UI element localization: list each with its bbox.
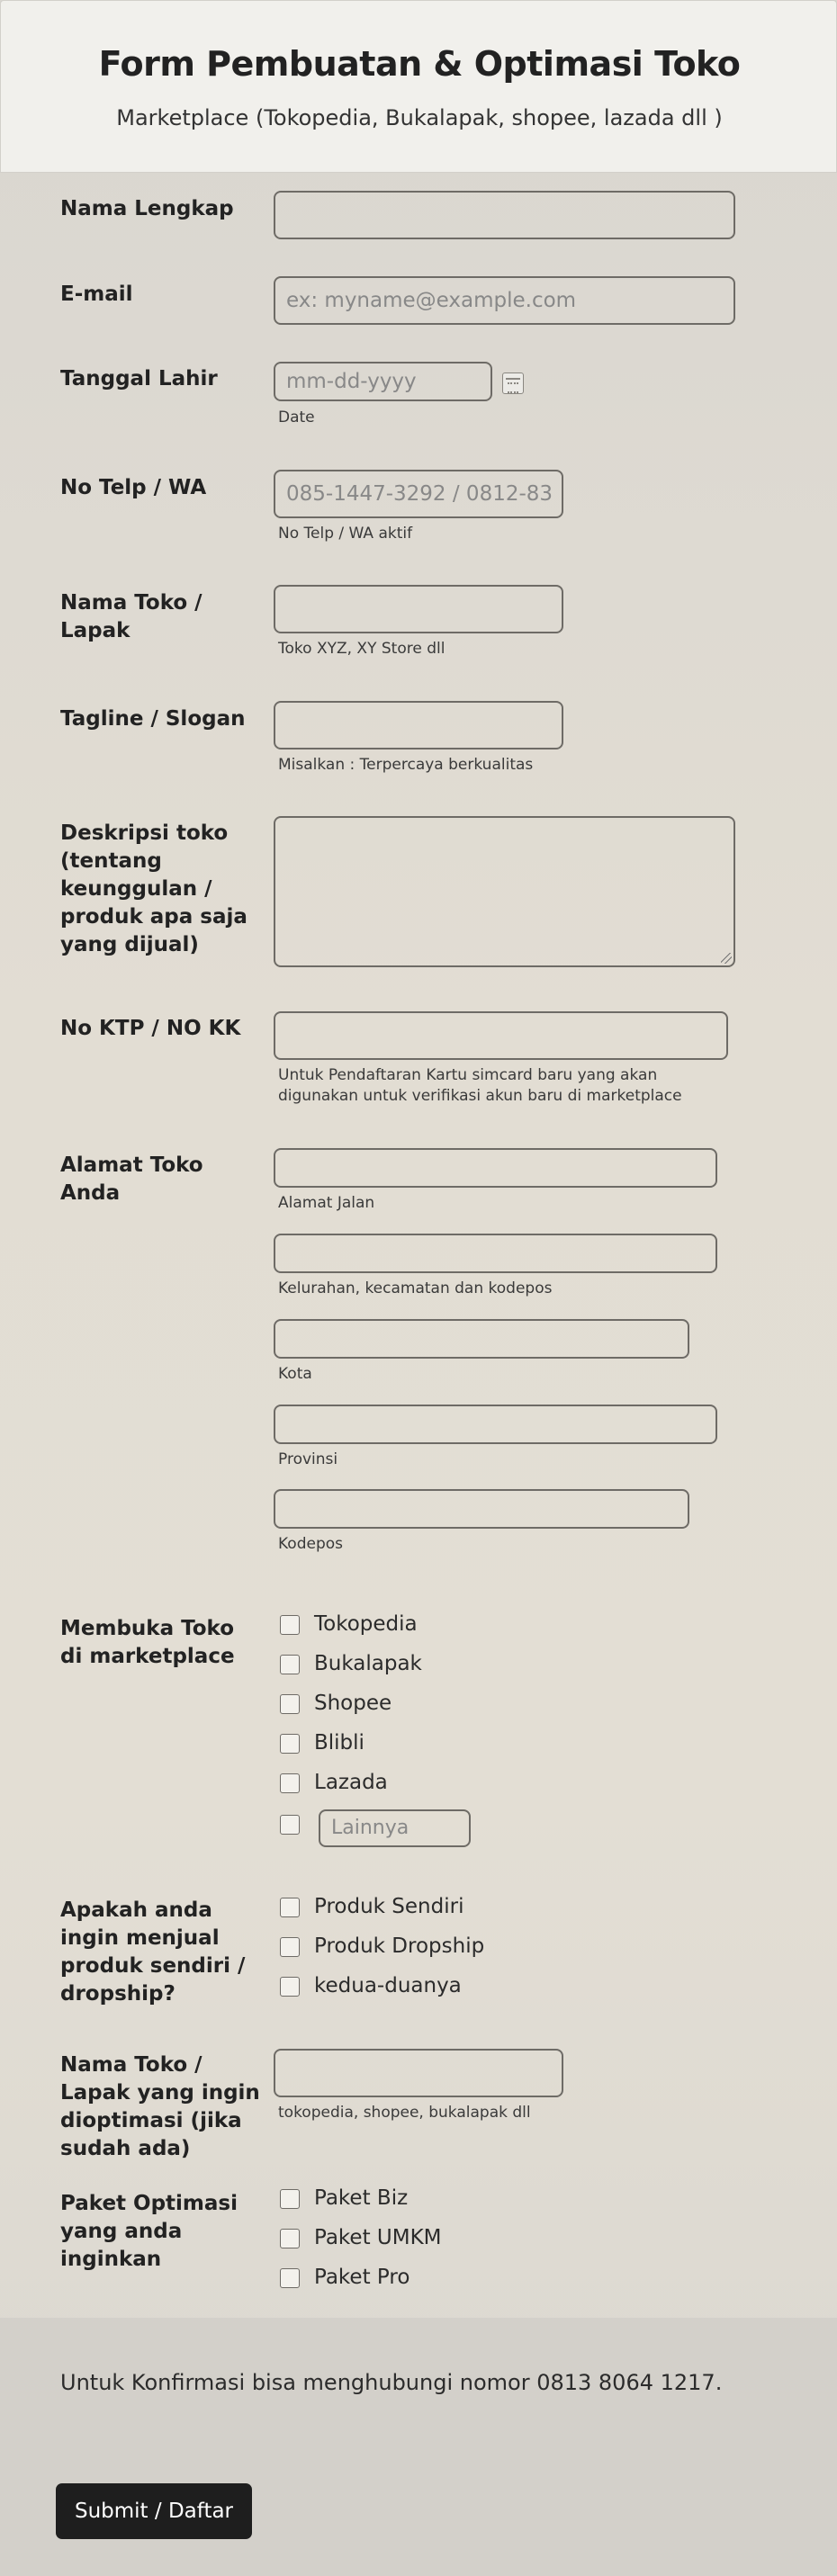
form-header — [0, 0, 837, 173]
checkbox-label: Paket UMKM — [314, 2226, 442, 2249]
checkbox[interactable] — [280, 1655, 300, 1674]
resize-grip-icon[interactable] — [721, 953, 732, 964]
checkbox[interactable] — [280, 2268, 300, 2288]
nama-toko-input[interactable] — [274, 585, 563, 633]
checkbox[interactable] — [280, 1977, 300, 1997]
toko-optimasi-input[interactable] — [274, 2049, 563, 2097]
checkbox[interactable] — [280, 1898, 300, 1917]
checkbox-label: Lazada — [314, 1771, 388, 1794]
nama-lengkap-label: Nama Lengkap — [60, 197, 234, 220]
checkbox[interactable] — [280, 1615, 300, 1635]
alamat-jalan-sublabel: Alamat Jalan — [278, 1194, 375, 1212]
nama-lengkap-input[interactable] — [274, 191, 735, 239]
email-label: E-mail — [60, 283, 133, 306]
checkbox[interactable] — [280, 2229, 300, 2248]
checkbox[interactable] — [280, 1773, 300, 1793]
checkbox-label: Shopee — [314, 1692, 392, 1715]
form-subtitle: Marketplace (Tokopedia, Bukalapak, shopee, lazada dll ) — [116, 105, 723, 130]
checkbox[interactable] — [280, 1937, 300, 1957]
kota-sublabel: Kota — [278, 1365, 312, 1383]
kodepos-input[interactable] — [274, 1489, 689, 1529]
tagline-sublabel: Misalkan : Terpercaya berkualitas — [278, 756, 534, 774]
marketplace-label: Membuka Toko di marketplace — [60, 1617, 235, 1668]
nama-toko-sublabel: Toko XYZ, XY Store dll — [278, 640, 446, 658]
checkbox-label: Blibli — [314, 1731, 364, 1755]
no-ktp-sublabel-2: digunakan untuk verifikasi akun baru di marketplace — [278, 1087, 682, 1105]
confirmation-text: Untuk Konfirmasi bisa menghubungi nomor 0813 8064 1217. — [60, 2370, 723, 2395]
provinsi-input[interactable] — [274, 1405, 717, 1444]
submit-button[interactable]: Submit / Daftar — [56, 2483, 252, 2539]
checkbox-label: Paket Biz — [314, 2186, 409, 2210]
checkbox[interactable] — [280, 1734, 300, 1754]
toko-optimasi-label: Nama Toko / Lapak yang ingin dioptimasi (jika sudah ada) — [60, 2053, 260, 2160]
alamat-jalan-input[interactable] — [274, 1148, 717, 1188]
checkbox-label: kedua-duanya — [314, 1974, 462, 1997]
email-input[interactable]: ex: myname@example.com — [274, 276, 735, 325]
deskripsi-label: Deskripsi toko (tentang keunggulan / produk apa saja yang dijual) — [60, 821, 248, 956]
checkbox-label: Paket Pro — [314, 2266, 410, 2289]
tagline-input[interactable] — [274, 701, 563, 749]
other-marketplace-input[interactable]: Lainnya — [319, 1809, 471, 1847]
phone-input[interactable]: 085-1447-3292 / 0812-83 — [274, 470, 563, 518]
form-title: Form Pembuatan & Optimasi Toko — [98, 44, 741, 84]
checkbox-label: Bukalapak — [314, 1652, 422, 1675]
kelurahan-input[interactable] — [274, 1234, 717, 1273]
calendar-icon[interactable] — [502, 372, 524, 394]
date-sublabel: Date — [278, 408, 315, 426]
checkbox[interactable] — [280, 2189, 300, 2209]
tagline-label: Tagline / Slogan — [60, 707, 246, 731]
no-ktp-label: No KTP / NO KK — [60, 1017, 241, 1040]
nama-toko-label: Nama Toko / Lapak — [60, 591, 202, 642]
checkbox-label: Tokopedia — [314, 1612, 418, 1636]
provinsi-sublabel: Provinsi — [278, 1450, 338, 1468]
toko-optimasi-sublabel: tokopedia, shopee, bukalapak dll — [278, 2104, 531, 2122]
date-input[interactable]: mm-dd-yyyy — [274, 362, 492, 401]
no-ktp-input[interactable] — [274, 1011, 728, 1060]
checkbox[interactable] — [280, 1815, 300, 1835]
no-ktp-sublabel-1: Untuk Pendaftaran Kartu simcard baru yang akan — [278, 1066, 658, 1084]
kelurahan-sublabel: Kelurahan, kecamatan dan kodepos — [278, 1279, 553, 1297]
jenis-produk-label: Apakah anda ingin menjual produk sendiri / dropship? — [60, 1898, 246, 2006]
checkbox[interactable] — [280, 1694, 300, 1714]
tanggal-lahir-label: Tanggal Lahir — [60, 367, 218, 390]
kota-input[interactable] — [274, 1319, 689, 1359]
no-telp-label: No Telp / WA — [60, 476, 207, 499]
checkbox-label: Produk Dropship — [314, 1934, 485, 1958]
phone-sublabel: No Telp / WA aktif — [278, 525, 413, 543]
alamat-label: Alamat Toko Anda — [60, 1153, 203, 1205]
checkbox-label: Produk Sendiri — [314, 1895, 464, 1918]
kodepos-sublabel: Kodepos — [278, 1535, 344, 1553]
deskripsi-textarea[interactable] — [274, 816, 735, 967]
paket-label: Paket Optimasi yang anda inginkan — [60, 2192, 238, 2271]
